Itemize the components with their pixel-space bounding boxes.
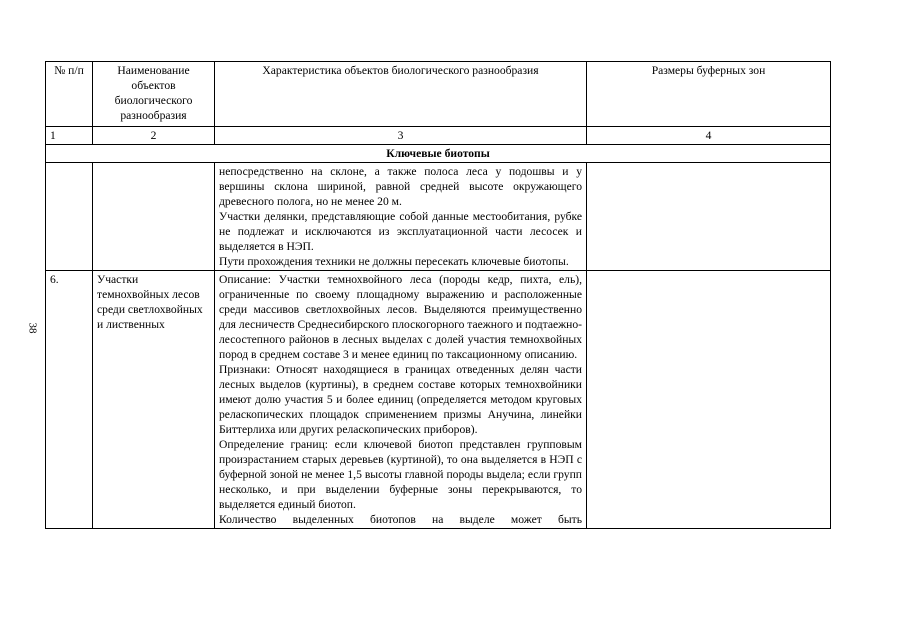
row6-paragraph: Определение границ: если ключевой биотоп представлен групповым произрастанием старых деревьев (куртиной), то она выделяется в НЭП с буферной зоной не менее 1,5 высоты главной породы выдела; если групп несколько, и при выделении буферные зоны перекрываются, то выделяется единый биотоп. <box>219 438 582 511</box>
row6-buffer-cell <box>587 271 831 529</box>
row6-paragraph: Описание: Участки темнохвойного леса (породы кедр, пихта, ель), ограниченные по своему площадному выражению и расположенные среди массивов светлохвойных лесов. Выделяются преимущественно для лесничеств Среднесибирского плоскогорного таежного и подтаежно-лесостепного районов в лесных выделах с долей участия темнохвойных пород в среднем составе 3 и менее единиц по таксационному описанию. <box>219 273 583 361</box>
continued-characteristics-cell <box>215 163 587 271</box>
column-number-2: 2 <box>93 127 215 145</box>
continued-num-cell <box>46 163 93 271</box>
column-number-4: 4 <box>587 127 831 145</box>
continued-buffer-cell <box>587 163 831 271</box>
header-characteristics: Характеристика объектов биологического разнообразия <box>215 62 587 127</box>
column-numbers-row <box>46 127 831 145</box>
continued-name-cell <box>93 163 215 271</box>
header-num: № п/п <box>46 62 93 127</box>
row6-num: 6. <box>46 271 93 529</box>
table-row <box>46 271 831 529</box>
biodiversity-table <box>45 61 831 529</box>
continued-paragraph: Участки делянки, представляющие собой данные местообитания, рубке не подлежат и исключаются из эксплуатационной части лесосек и выделяется в НЭП. <box>219 210 582 253</box>
row6-paragraph: Количество выделенных биотопов на выделе может быть <box>219 513 582 526</box>
table-row <box>46 163 831 271</box>
continued-paragraph: непосредственно на склоне, а также полоса леса у подошвы и у вершины склона шириной, равной средней высоте окружающего древесного полога, но не менее 20 м. <box>219 165 582 208</box>
section-title: Ключевые биотопы <box>46 145 831 163</box>
header-name: Наименование объектов биологического разнообразия <box>93 62 215 127</box>
row6-paragraph: Признаки: Относят находящиеся в границах отведенных делян части лесных выделов (куртины), в среднем составе которых темнохвойники имеют долю участия 5 и более единиц (определяется методом круговых реласкопических площадок сприменением призмы Анучина, линейки Биттерлиха или других реласкопических приборов). <box>219 363 582 436</box>
continued-paragraph: Пути прохождения техники не должны пересекать ключевые биотопы. <box>219 255 569 268</box>
header-buffer: Размеры буферных зон <box>587 62 831 127</box>
section-row <box>46 145 831 163</box>
header-row <box>46 62 831 127</box>
column-number-3: 3 <box>215 127 587 145</box>
row6-characteristics-cell <box>215 271 587 529</box>
row6-name: Участки темнохвойных лесов среди светлохвойных и лиственных <box>93 271 215 529</box>
page-number: 38 <box>26 322 39 334</box>
column-number-1: 1 <box>46 127 93 145</box>
